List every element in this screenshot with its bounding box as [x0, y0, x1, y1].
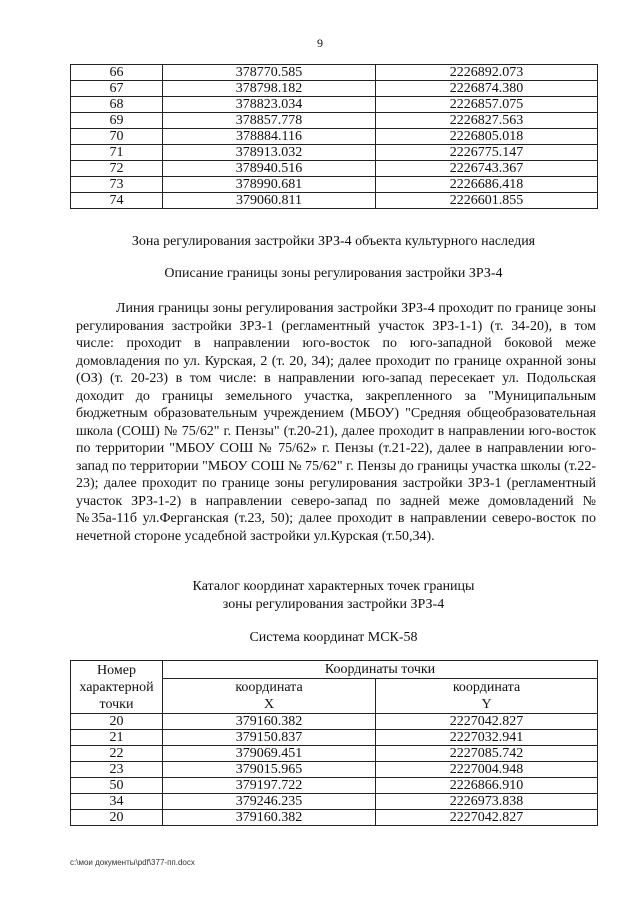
coordinate-y-cell: 2226601.855 [376, 193, 598, 209]
footer-file-path: c:\мои документы\pdf\377-пп.docx [70, 858, 195, 867]
coordinate-x-cell: 378770.585 [163, 65, 376, 81]
table-row [71, 177, 598, 193]
header-y: Y [376, 696, 598, 714]
point-number-cell: 72 [71, 161, 163, 177]
header-coordinate-x: координата [163, 679, 376, 697]
coordinate-x-cell: 378990.681 [163, 177, 376, 193]
point-number-cell: 67 [71, 81, 163, 97]
point-number-cell: 74 [71, 193, 163, 209]
coordinate-y-cell: 2226775.147 [376, 145, 598, 161]
point-number-cell: 71 [71, 145, 163, 161]
table-row [71, 161, 598, 177]
description-heading: Описание границы зоны регулирования застройки ЗРЗ-4 [164, 266, 503, 281]
coordinate-x-cell: 379069.451 [163, 746, 376, 762]
coordinate-y-cell: 2226857.075 [376, 97, 598, 113]
table-row [71, 65, 598, 81]
table-row [71, 714, 598, 730]
coordinate-y-cell: 2227004.948 [376, 762, 598, 778]
coordinate-x-cell: 378884.116 [163, 129, 376, 145]
table-row [71, 113, 598, 129]
point-number-cell: 20 [71, 714, 163, 730]
coordinate-y-cell: 2227042.827 [376, 810, 598, 826]
coordinate-system-label: Система координат МСК-58 [249, 630, 418, 645]
coordinate-y-cell: 2226827.563 [376, 113, 598, 129]
coordinate-y-cell: 2226973.838 [376, 794, 598, 810]
point-number-cell: 70 [71, 129, 163, 145]
coordinate-x-cell: 379246.235 [163, 794, 376, 810]
page-number: 9 [317, 36, 323, 50]
table-row [71, 81, 598, 97]
point-number-cell: 68 [71, 97, 163, 113]
coordinate-x-cell: 379160.382 [163, 714, 376, 730]
coordinate-y-cell: 2226805.018 [376, 129, 598, 145]
coordinate-y-cell: 2227042.827 [376, 714, 598, 730]
coordinate-x-cell: 379197.722 [163, 778, 376, 794]
header-x: X [163, 696, 376, 714]
coordinate-x-cell: 378940.516 [163, 161, 376, 177]
point-number-cell: 66 [71, 65, 163, 81]
table-row [71, 794, 598, 810]
coordinate-y-cell: 2227085.742 [376, 746, 598, 762]
point-number-cell: 22 [71, 746, 163, 762]
coordinate-y-cell: 2226892.073 [376, 65, 598, 81]
catalog-heading-line1: Каталог координат характерных точек границы [192, 579, 475, 594]
coordinate-x-cell: 378857.778 [163, 113, 376, 129]
point-number-cell: 20 [71, 810, 163, 826]
coordinates-table-top [70, 64, 598, 209]
coordinate-y-cell: 2226866.910 [376, 778, 598, 794]
coordinate-x-cell: 379060.811 [163, 193, 376, 209]
header-point-number: Номер характерной точки [71, 661, 163, 714]
point-number-cell: 21 [71, 730, 163, 746]
point-number-cell: 73 [71, 177, 163, 193]
table-row [71, 730, 598, 746]
table-row [71, 810, 598, 826]
table-row [71, 193, 598, 209]
table-row [71, 129, 598, 145]
description-paragraph: Линия границы зоны регулирования застройки ЗРЗ-4 проходит по границе зоны регулирования застройки ЗРЗ-1 (регламентный участок ЗРЗ-1-1) (т. 34-20), в том числе: проходит в направлении юго-восток по юго-западной боковой меже домовладения по ул. Курская, 2 (т. 20, 34); далее проходит по границе охранной зоны (ОЗ) (т. 20-23) в том числе: в направлении юго-запад пересекает ул. Подольская доходит до границы земельного участка, закрепленного за "Муниципальным бюджетным образовательным учреждением (МБОУ) "Средняя общеобразовательная школа (СОШ) № 75/62" г. Пензы" (т.20-21), далее проходит в направлении юго-восток по территории "МБОУ СОШ № 75/62» г. Пензы (т.21-22), далее в направлении юго-запад по территории "МБОУ СОШ № 75/62" г. Пензы до границы участка школы (т.22-23); далее проходит по границе зоны регулирования застройки ЗРЗ-1 (регламентный участок ЗРЗ-1-2) в направлении северо-запад по задней меже домовладений №№35а-11б ул.Ферганская (т.23, 50); далее проходит в направлении северо-восток по нечетной стороне усадебной застройки ул.Курская (т.50,34). [76, 301, 596, 544]
coordinate-x-cell: 378913.032 [163, 145, 376, 161]
coordinate-y-cell: 2227032.941 [376, 730, 598, 746]
table-row [71, 762, 598, 778]
catalog-heading-line2: зоны регулирования застройки ЗРЗ-4 [222, 597, 445, 612]
coordinate-x-cell: 379015.965 [163, 762, 376, 778]
coordinate-x-cell: 378823.034 [163, 97, 376, 113]
table-row [71, 778, 598, 794]
header-coordinate-y: координата [376, 679, 598, 697]
coordinate-y-cell: 2226874.380 [376, 81, 598, 97]
coordinate-x-cell: 379160.382 [163, 810, 376, 826]
point-number-cell: 69 [71, 113, 163, 129]
table-row [71, 97, 598, 113]
table-row [71, 746, 598, 762]
coordinate-y-cell: 2226743.367 [376, 161, 598, 177]
coordinate-x-cell: 378798.182 [163, 81, 376, 97]
point-number-cell: 23 [71, 762, 163, 778]
coordinate-x-cell: 379150.837 [163, 730, 376, 746]
point-number-cell: 50 [71, 778, 163, 794]
table-row [71, 145, 598, 161]
coordinate-y-cell: 2226686.418 [376, 177, 598, 193]
coordinates-table-bottom [70, 660, 598, 826]
zone-heading: Зона регулирования застройки ЗРЗ-4 объекта культурного наследия [131, 234, 536, 249]
point-number-cell: 34 [71, 794, 163, 810]
header-coordinates: Координаты точки [163, 661, 598, 679]
